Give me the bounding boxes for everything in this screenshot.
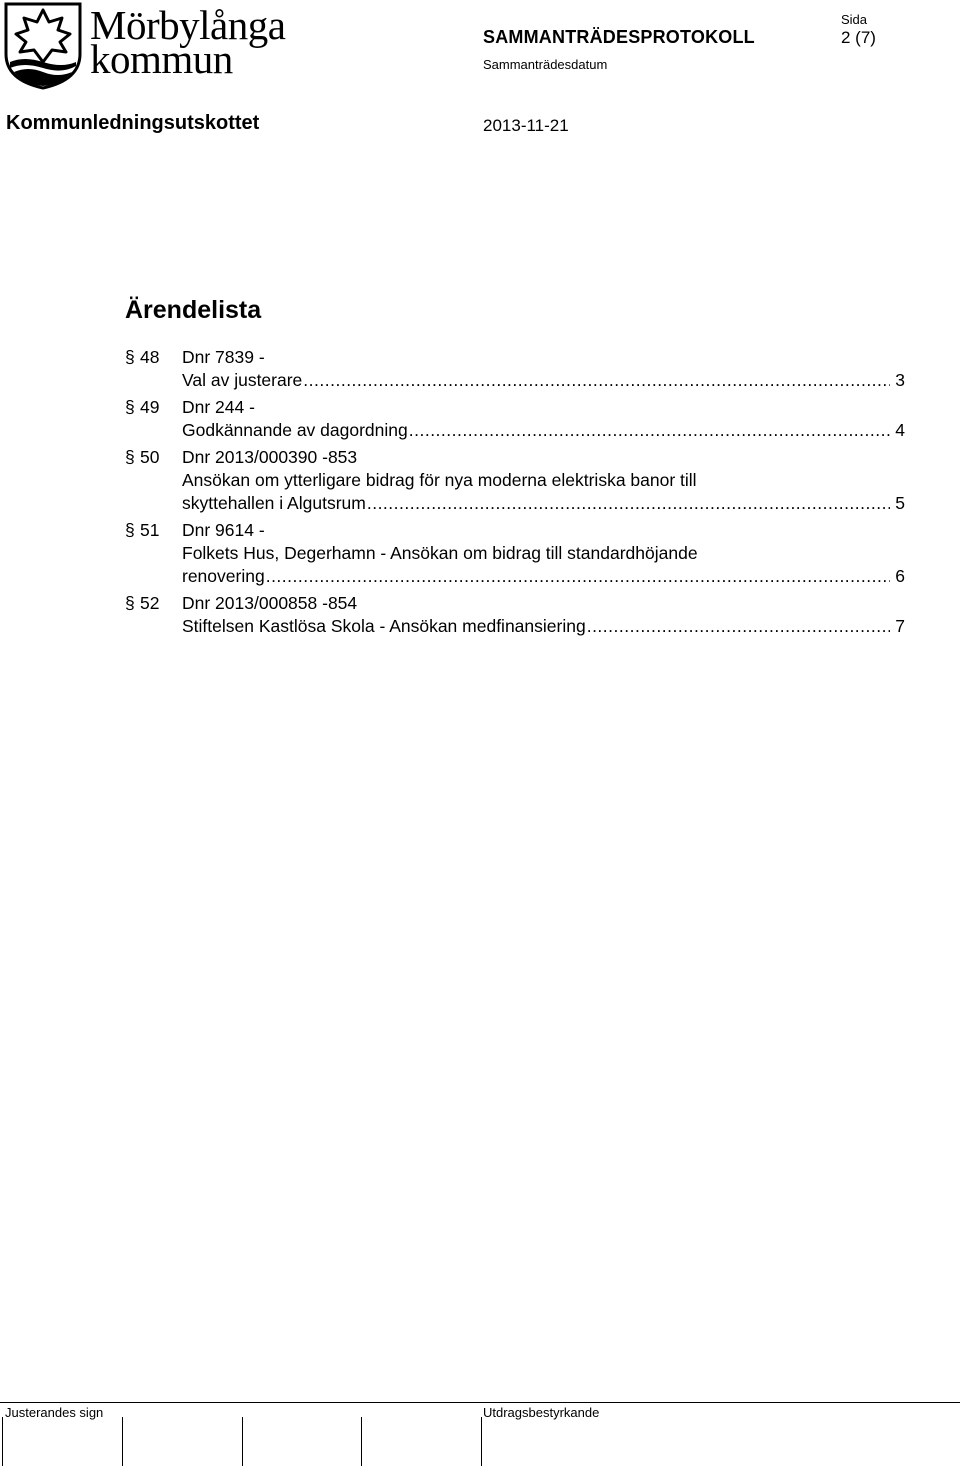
item-toc-line[interactable] [182, 369, 905, 392]
page-label: Sida [841, 12, 868, 27]
sign-label: Justerandes sign [5, 1405, 104, 1420]
signature-box-divider [361, 1417, 362, 1466]
paragraph-sign: § [125, 447, 135, 467]
signature-footer [0, 1402, 960, 1466]
document-title: SAMMANTRÄDESPROTOKOLL [483, 27, 755, 47]
agenda-item [125, 519, 905, 588]
agenda-item [125, 396, 905, 442]
agenda-item [125, 346, 905, 392]
coat-of-arms-icon [4, 2, 82, 90]
logo-wordmark [90, 2, 286, 82]
item-page: 5 [895, 493, 905, 513]
paragraph-sign: § [125, 397, 135, 417]
agenda-title: Ärendelista [125, 296, 262, 324]
item-title: skyttehallen i Algutsrum [182, 493, 366, 513]
signature-box-divider [2, 1417, 3, 1466]
item-toc-line[interactable] [182, 419, 905, 442]
item-dnr: Dnr 7839 - [182, 347, 265, 367]
signature-box-divider [122, 1417, 123, 1466]
agenda-item [125, 446, 905, 515]
paragraph-sign: § [125, 593, 135, 613]
municipality-logo [4, 2, 304, 92]
agenda-list [125, 346, 905, 642]
item-number: 52 [140, 593, 160, 613]
dot-leader [409, 419, 890, 442]
item-page: 3 [895, 370, 905, 390]
meeting-date-label: Sammanträdesdatum [483, 57, 608, 72]
item-number: 48 [140, 347, 160, 367]
certification-label: Utdragsbestyrkande [483, 1405, 600, 1420]
item-dnr: Dnr 9614 - [182, 520, 265, 540]
dot-leader [266, 565, 890, 588]
item-dnr: Dnr 2013/000858 -854 [182, 593, 358, 613]
dot-leader [303, 369, 890, 392]
meeting-date: 2013-11-21 [483, 116, 569, 135]
item-toc-line[interactable] [182, 615, 905, 638]
item-toc-line[interactable] [182, 565, 905, 588]
item-number: 49 [140, 397, 160, 417]
item-title-line: Folkets Hus, Degerhamn - Ansökan om bidrag till standardhöjande [182, 543, 698, 563]
committee-name: Kommunledningsutskottet [6, 112, 260, 134]
item-title-line: Ansökan om ytterligare bidrag för nya moderna elektriska banor till [182, 470, 697, 490]
item-title: Godkännande av dagordning [182, 420, 408, 440]
signature-box-divider [481, 1417, 482, 1466]
item-toc-line[interactable] [182, 492, 905, 515]
item-title: Stiftelsen Kastlösa Skola - Ansökan medfinansiering [182, 616, 586, 636]
item-title: Val av justerare [182, 370, 303, 390]
item-page: 6 [895, 566, 905, 586]
item-page: 7 [895, 616, 905, 636]
paragraph-sign: § [125, 520, 135, 540]
item-title: renovering [182, 566, 265, 586]
agenda-item [125, 592, 905, 638]
item-number: 51 [140, 520, 160, 540]
dot-leader [587, 615, 890, 638]
page-number: 2 (7) [841, 28, 876, 47]
logo-line-1: Mörbylånga [90, 2, 286, 48]
paragraph-sign: § [125, 347, 135, 367]
item-page: 4 [895, 420, 905, 440]
item-dnr: Dnr 2013/000390 -853 [182, 447, 358, 467]
item-number: 50 [140, 447, 160, 467]
logo-line-2: kommun [90, 36, 233, 82]
item-dnr: Dnr 244 - [182, 397, 255, 417]
dot-leader [367, 492, 890, 515]
signature-box-divider [242, 1417, 243, 1466]
